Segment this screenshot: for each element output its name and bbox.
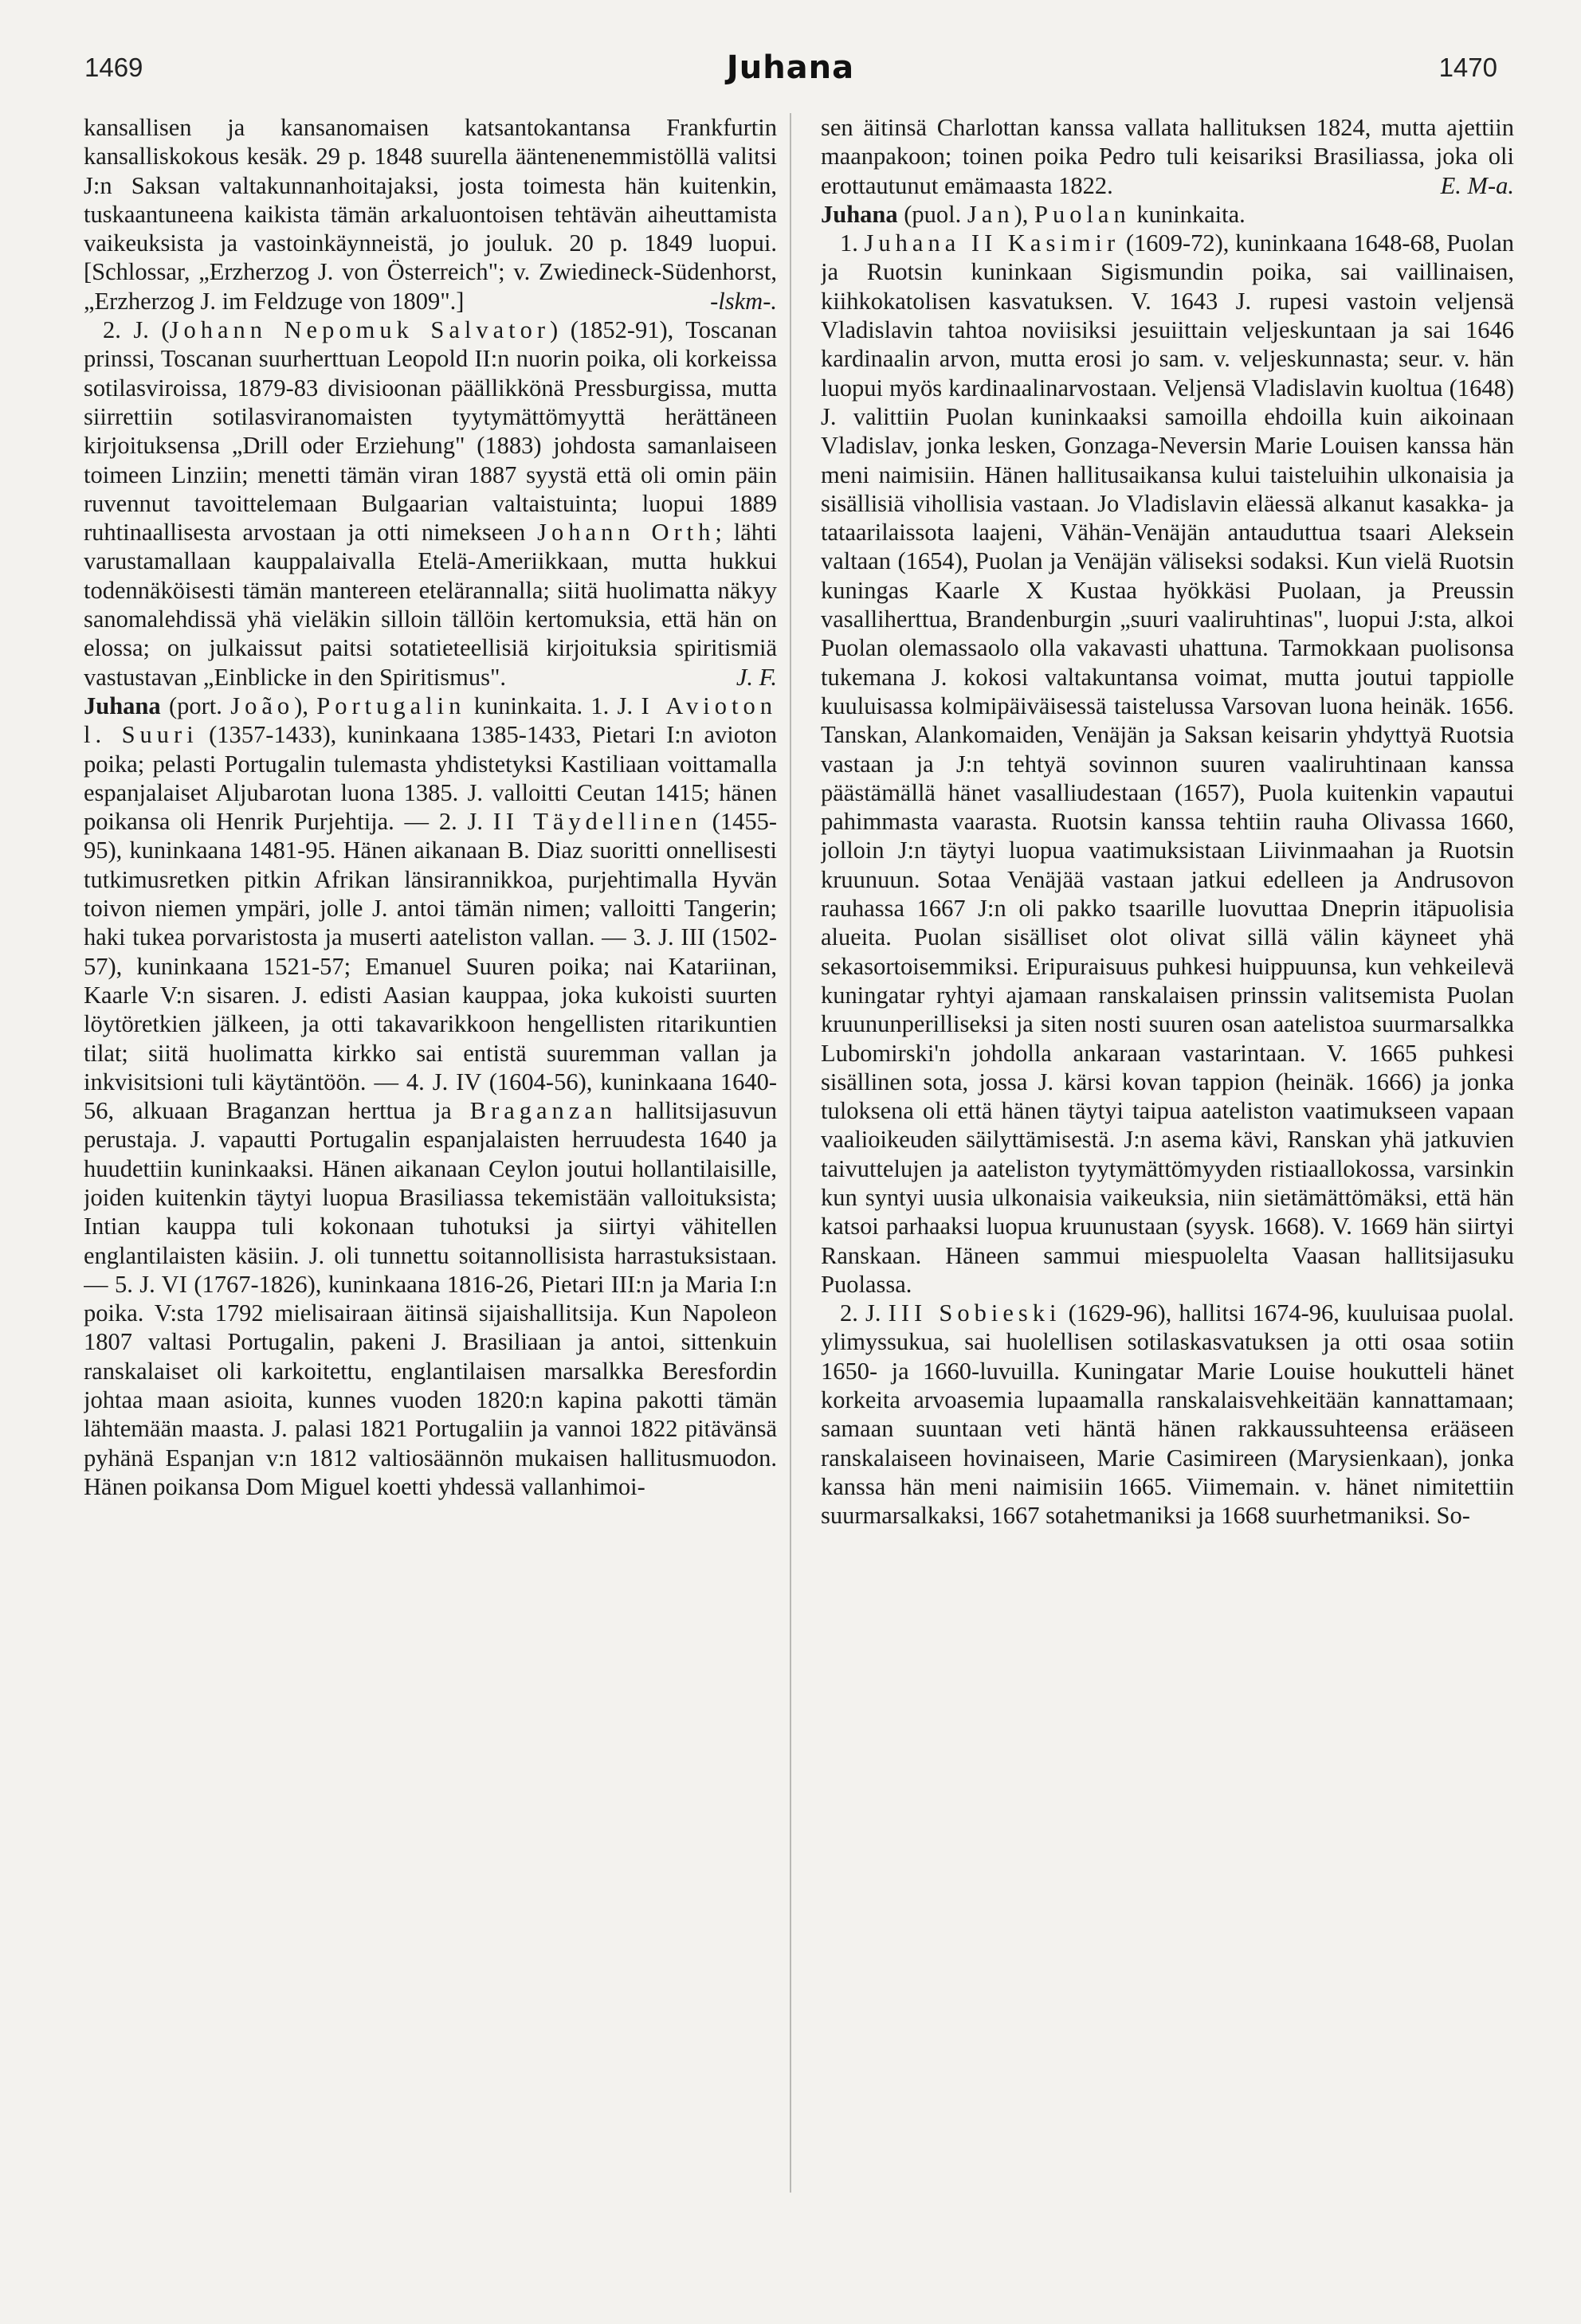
page-header — [0, 0, 1581, 120]
entry-johann-nepomuk-salvator: 2. J. (Johann Nepomuk Salvator) (1852-91), Toscanan prinssi, Toscanan suurherttuan Leopold II:n nuorin poika, oli korkeissa sotilasviroissa, 1879-83 divisioonan päällikkönä Pressburgissa, mutta siirrettiin sotilasviranomaisten tyytymättömyyttä herättäneen kirjoituksensa „Drill oder Erziehung" (1883) johdosta samanlaiseen toimeen Linziin; menetti tämän viran 1887 syystä että oli omin päin ruvennut tavoittelemaan Bulgaarian valtaistuinta; luopui 1889 ruhtinaallisesta arvostaan ja otti nimekseen Johann Orth; lähti varustamallaan kauppalaivalla Etelä-Ameriikkaan, mutta hukkui todennäköisesti tämän mantereen etelärannalla; siitä huolimatta näkyy sanomalehdissä yhä vieläkin silloin tällöin kertomuksia, että hän on elossa; on julkaissut paitsi sotatieteellisiä kirjoituksia spiritismiä vastustavan „Einblicke in den Spiritismus". J. F. — [84, 316, 777, 691]
page-number-left: 1469 — [84, 53, 143, 82]
author-signature: J. F. — [736, 663, 777, 691]
entry-continuation: sen äitinsä Charlottan kanssa vallata hallituksen 1824, mutta ajettiin maanpakoon; toinen poika Pedro tuli keisariksi Brasiliassa, joka oli erottautunut emämaasta 1822. E. M-a. — [821, 114, 1514, 199]
author-signature: -lskm-. — [710, 287, 777, 315]
right-column — [821, 113, 1514, 2280]
spaced-name: III Sobieski — [888, 1299, 1061, 1327]
entry-juhana-iii-sobieski: 2. J. III Sobieski (1629-96), hallitsi 1674-96, kuuluisaa puolal. ylimyssukua, sai huolellisen sotilaskasvatuksen ja otti osaa sotiin 1650- ja 1660-luvuilla. Kuningatar Marie Louise houkutteli hänet korkeita arvoasemia lupaamalla ranskalaisvehkeitään kannattamaan; samaan suuntaan veti häntä hänen rakkaussuhteensa erääseen ranskalaiseen hovinaiseen, Marie Casimireen (Marysienkaan), jonka kanssa hän meni naimisiin 1665. Viimemain. v. hänet nimitettiin suurmarsalkaksi, 1667 sotahetmaniksi ja 1668 suurhetmaniksi. So- — [821, 1299, 1514, 1530]
spaced-name: Johann Nepomuk Salvator — [169, 316, 550, 344]
spaced-name: Juhana II Kasimir — [864, 229, 1120, 257]
column-divider — [790, 113, 791, 2193]
entry-portugal-kings: Juhana (port. João), Portugalin kuninkaita. 1. J. I Avioton l. Suuri (1357-1433), kuninkaana 1385-1433, Pietari I:n avioton poika; pelasti Portugalin tulemasta yhdistetyksi Kastiliaan voittamalla espanjalaiset Aljubarotan luona 1385. J. valloitti Ceutan 1415; hänen poikansa oli Henrik Purjehtija. — 2. J. II Täydellinen (1455-95), kuninkaana 1481-95. Hänen aikanaan B. Diaz suoritti onnellisesti tutkimusretken pitkin Afrikan länsirannikkoa, purjehtimalla Hyvän toivon niemen ympäri, jolle J. antoi tämän nimen; valloitti Tangerin; haki tukea porvaristosta ja muserti aateliston vallan. — 3. J. III (1502-57), kuninkaana 1521-57; Emanuel Suuren poika; nai Katariinan, Kaarle V:n sisaren. J. edisti Aasian kauppaa, joka kukoisti suurten löytöretkien jälkeen, ja otti takavarikkoon hengellisten ritarikuntien tilat; siitä huolimatta kirkko sai entistä suuremman vallan ja inkvisitsioni tuli käytäntöön. — 4. J. IV (1604-56), kuninkaana 1640-56, alkuaan Braganzan herttua ja Braganzan hallitsijasuvun perustaja. J. vapautti Portugalin espanjalaisten herruudesta 1640 ja huudettiin kuninkaaksi. Hänen aikanaan Ceylon joutui hollantilaisille, joiden kuitenkin täytyi luopua Brasiliassa tekemistään valloituksista; Intian kauppa tuli kokonaan tuhotuksi ja siirtyi vähitellen englantilaisten käsiin. J. oli tunnettu soitannollisista harrastuksistaan. — 5. J. VI (1767-1826), kuninkaana 1816-26, Pietari III:n ja Maria I:n poika. V:sta 1792 mielisairaan äitinsä sijaishallitsija. Kun Napoleon 1807 valtasi Portugalin, pakeni J. Brasiliaan ja antoi, sittenkuin ranskalaiset oli karkoitettu, englantilaisen marsalkka Beresfordin johtaa maan asioita, kunnes vuoden 1820:n kapina pakotti tämän lähtemään maasta. J. palasi 1821 Portugaliin ja vannoi 1822 pitävänsä pyhänä Espanjan v:n 1812 valtiosäännön mukaisen hallitusmuodon. Hänen poikansa Dom Miguel koetti yhdessä vallanhimoi- — [84, 692, 777, 1500]
running-title: Juhana — [726, 49, 855, 86]
entry-poland-kings: Juhana (puol. Jan), Puolan kuninkaita. — [821, 200, 1246, 228]
page-number-right: 1470 — [1438, 53, 1497, 82]
entry-continuation: kansallisen ja kansanomaisen katsantokantansa Frankfurtin kansalliskokous kesäk. 29 p. 1848 suurella ääntenenemmistöllä valitsi J:n Saksan valtakunnanhoitajaksi, josta toimesta hän kuitenkin, tuskaantuneena kaikista tämän arkaluontoisen tehtävän aiheuttamista vaikeuksista ja vastoinkäynneistä, jo jouluk. 20 p. 1849 luopui. [Schlossar, „Erzherzog J. von Österreich"; v. Zwiedineck-Südenhorst, „Erzherzog J. im Feldzuge von 1809".] -lskm-. — [84, 114, 777, 315]
headword: Juhana — [84, 692, 161, 719]
left-column — [84, 113, 777, 2280]
spaced-name: Johann Orth — [537, 519, 716, 547]
headword: Juhana — [821, 200, 898, 228]
entry-juhana-ii-kasimir: 1. Juhana II Kasimir (1609-72), kuninkaana 1648-68, Puolan ja Ruotsin kuninkaan Sigismundin poika, sai vaillinaisen, kiihkokatolisen kasvatuksen. V. 1643 J. rupesi vastoin veljensä Vladislavin tahtoa noviisiksi jesuiittain veljeskuntaan ja sai 1646 kardinaalin arvon, mutta erosi jo sam. v. veljeskunnasta; seur. v. hän luopui myös kardinaalinarvostaan. Veljensä Vladislavin kuoltua (1648) J. valittiin Puolan kuninkaaksi samoilla ehdoilla kuin aikoinaan Vladislav, jonka lesken, Gonzaga-Neversin Marie Louisen kanssa hän meni naimisiin. Hänen hallitusaikansa kului taisteluihin ulkonaisia ja sisällisiä vihollisia vastaan. Jo Vladislavin eläessä alkanut kasakka- ja tataarilaissota laajeni, Vähän-Venäjän antauduttua tsaari Aleksein valtaan (1654), Puolan ja Venäjän väliseksi sodaksi. Kun vielä Ruotsin kuningas Kaarle X Kustaa hyökkäsi Puolaan, ja Preussin vasalliherttua, Brandenburgin „suuri vaaliruhtinas", luopui J:sta, alkoi Puolan olemassaolo olla vakavasti uhattuna. Tarmokkaan puolisonsa tukemana J. kokosi valtakuntansa voimat, mutta joutui tappiolle kuuluisassa kolmipäiväisessä taistelussa Varsovan luona heinäk. 1656. Tanskan, Alankomaiden, Venäjän ja Saksan keisarin yhdyttyä Ruotsia vastaan ja J:n tehtyä sovinnon suuren vaaliruhtinaan kanssa päästämällä hänet vasalliudestaan (1657), Puola kuitenkin vapautui pahimmasta vaarasta. Ruotsin kanssa tehtiin rauha Olivassa 1660, jolloin J:n täytyi luopua vaatimuksistaan Liivinmaahan ja Ruotsin kruunuun. Sotaa Venäjää vastaan jatkui edelleen ja Andrusovon rauhassa 1667 J:n oli pakko tsaarille luovuttaa Dneprin itäpuolisia alueita. Puolan sisälliset olot olivat sillä välin käyneet yhä sekasortoisemmiksi. Eripuraisuus puhkesi huippuunsa, kun vehkeilevä kuningatar ryhtyi ajamaan ranskalaisen prinssin valitsemista Puolan kruununperilliseksi ja siten nosti suuren osan aatelistoa suurmarsalkka Lubomirski'n johdolla ankaraan vastarintaan. V. 1665 puhkesi sisällinen sota, jossa J. kärsi kovan tappion (heinäk. 1666) ja jonka tuloksena oli että hänen täytyi taipua aateliston vaatimukseen vapaan vaalioikeuden säilyttämisestä. J:n asema kävi, Ranskan yhä jatkuvien taivuttelujen ja aateliston tyytymättömyyden ristiaallokossa, varsinkin kun syntyi uusia ulkonaisia vaikeuksia, niin sietämättömäksi, että hän katsoi parhaaksi luopua kruunustaan (syysk. 1668). V. 1669 hän siirtyi Ranskaan. Häneen sammui miespuolelta Vaasan hallitsijasuku Puolassa. — [821, 229, 1514, 1298]
author-signature: E. M-a. — [1440, 171, 1514, 199]
